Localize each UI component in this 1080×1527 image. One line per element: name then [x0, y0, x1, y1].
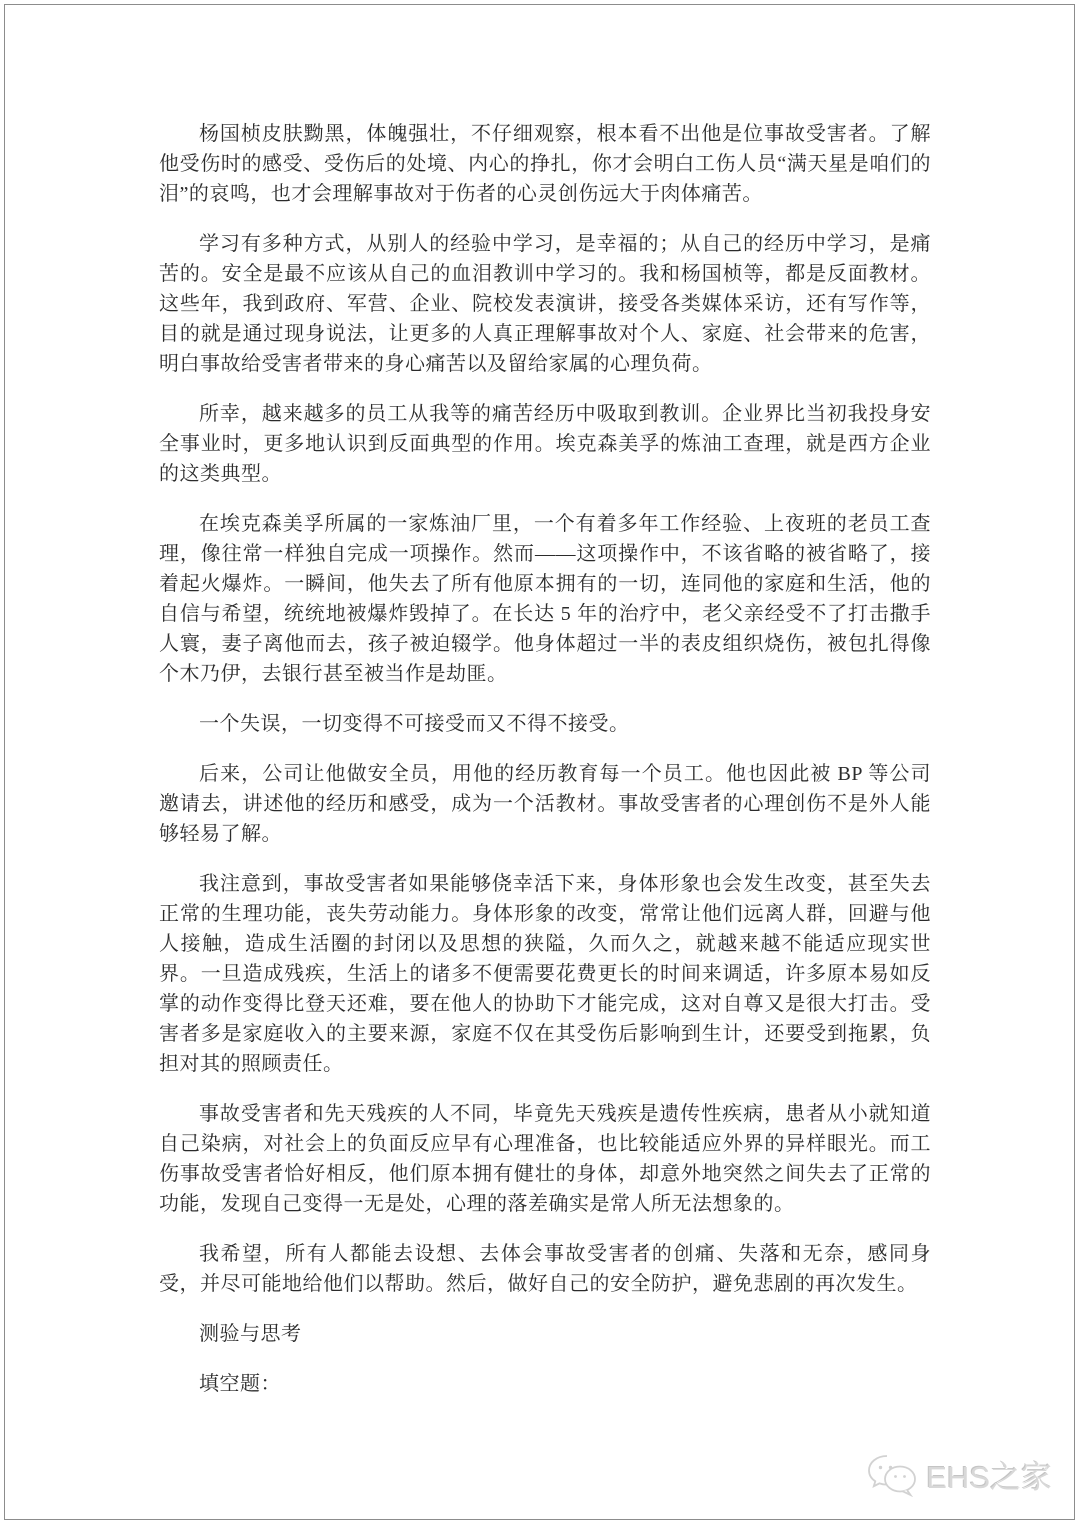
watermark-brand: EHS之家 [926, 1460, 1052, 1495]
paragraph: 我注意到，事故受害者如果能够侥幸活下来，身体形象也会发生改变，甚至失去正常的生理功能，丧失劳动能力。身体形象的改变，常常让他们远离人群，回避与他人接触，造成生活圈的封闭以及思想的狭隘，久而久之，就越来越不能适应现实世界。一旦造成残疾，生活上的诸多不便需要花费更长的时间来调适，许多原本易如反掌的动作变得比登天还难，要在他人的协助下才能完成，这对自尊又是很大打击。受害者多是家庭收入的主要来源，家庭不仅在其受伤后影响到生计，还要受到拖累，负担对其的照顾责任。 [159, 873, 931, 1075]
watermark [866, 1452, 1052, 1497]
wechat-icon [866, 1453, 918, 1497]
document-page [4, 4, 1075, 1520]
paragraph: 杨国桢皮肤黝黑，体魄强壮，不仔细观察，根本看不出他是位事故受害者。了解他受伤时的感受、受伤后的处境、内心的挣扎，你才会明白工伤人员“满天星是咱们的泪”的哀鸣，也才会理解事故对于伤者的心灵创伤远大于肉体痛苦。 [159, 123, 931, 205]
paragraph: 一个失误，一切变得不可接受而又不得不接受。 [199, 713, 630, 735]
subsection-fill-in-blanks: 填空题： [199, 1373, 281, 1395]
document-body [159, 119, 931, 1419]
paragraph: 所幸，越来越多的员工从我等的痛苦经历中吸取到教训。企业界比当初我投身安全事业时，更多地认识到反面典型的作用。埃克森美孚的炼油工查理，就是西方企业的这类典型。 [159, 403, 931, 485]
section-heading-quiz: 测验与思考 [199, 1323, 302, 1345]
paragraph: 在埃克森美孚所属的一家炼油厂里，一个有着多年工作经验、上夜班的老员工查理，像往常一样独自完成一项操作。然而——这项操作中，不该省略的被省略了，接着起火爆炸。一瞬间，他失去了所有他原本拥有的一切，连同他的家庭和生活，他的自信与希望，统统地被爆炸毁掉了。在长达 5 年的治疗中，老父亲经受不了打击撒手人寰，妻子离他而去，孩子被迫辍学。他身体超过一半的表皮组织烧伤，被包扎得像个木乃伊，去银行甚至被当作是劫匪。 [159, 513, 931, 685]
paragraph: 我希望，所有人都能去设想、去体会事故受害者的创痛、失落和无奈，感同身受，并尽可能地给他们以帮助。然后，做好自己的安全防护，避免悲剧的再次发生。 [159, 1243, 931, 1295]
paragraph: 事故受害者和先天残疾的人不同，毕竟先天残疾是遗传性疾病，患者从小就知道自己染病，对社会上的负面反应早有心理准备，也比较能适应外界的异样眼光。而工伤事故受害者恰好相反，他们原本拥有健壮的身体，却意外地突然之间失去了正常的功能，发现自己变得一无是处，心理的落差确实是常人所无法想象的。 [159, 1103, 931, 1215]
paragraph: 后来，公司让他做安全员，用他的经历教育每一个员工。他也因此被 BP 等公司邀请去，讲述他的经历和感受，成为一个活教材。事故受害者的心理创伤不是外人能够轻易了解。 [159, 763, 931, 845]
paragraph: 学习有多种方式，从别人的经验中学习，是幸福的；从自己的经历中学习，是痛苦的。安全是最不应该从自己的血泪教训中学习的。我和杨国桢等，都是反面教材。这些年，我到政府、军营、企业、院校发表演讲，接受各类媒体采访，还有写作等，目的就是通过现身说法，让更多的人真正理解事故对个人、家庭、社会带来的危害，明白事故给受害者带来的身心痛苦以及留给家属的心理负荷。 [159, 233, 931, 375]
